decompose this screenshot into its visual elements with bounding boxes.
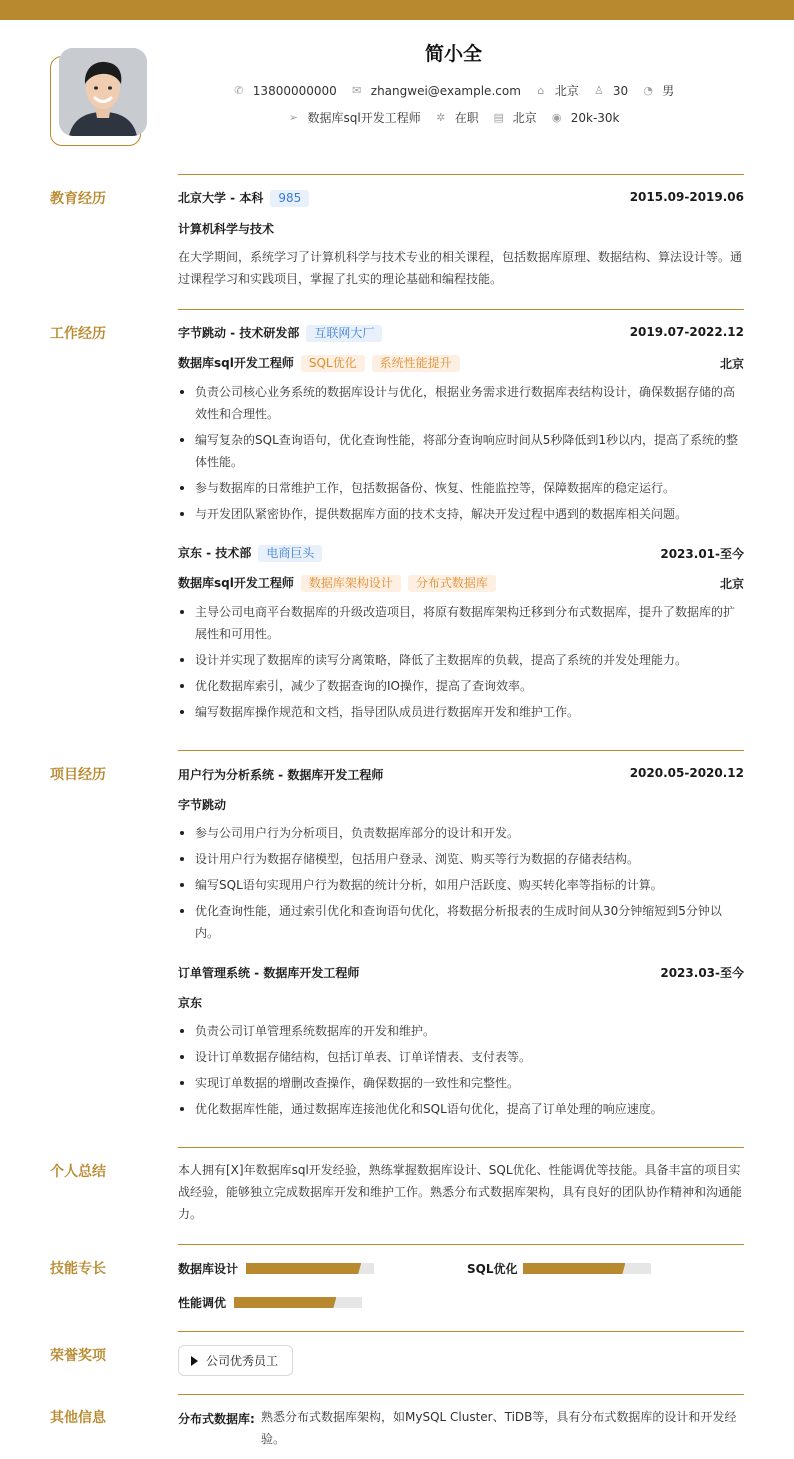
work-bullet: 主导公司电商平台数据库的升级改造项目，将原有数据库架构迁移到分布式数据库，提升了数据库的扩展性和可用性。	[178, 601, 744, 645]
projects-divider	[178, 750, 744, 751]
work-company: 京东 - 技术部 电商巨头	[178, 544, 322, 562]
project-bullet: 设计订单数据存储结构，包括订单表、订单详情表、支付表等。	[178, 1046, 744, 1068]
education-section-title: 教育经历	[50, 191, 106, 207]
award-item[interactable]	[178, 1345, 293, 1376]
building-icon: ▤	[493, 110, 504, 124]
skill-name: SQL优化	[467, 1262, 518, 1276]
intent-position	[287, 109, 420, 126]
contact-row	[0, 82, 794, 99]
work-period: 2019.07-2022.12	[629, 325, 744, 339]
contact-city	[535, 82, 579, 99]
skill-bar-fill	[234, 1297, 336, 1308]
caret-right-icon	[191, 1356, 198, 1366]
company-tag: 电商巨头	[258, 545, 322, 562]
work-title: 数据库sql开发工程师 SQL优化 系统性能提升	[178, 354, 460, 372]
project-bullet: 优化查询性能，通过索引优化和查询语句优化，将数据分析报表的生成时间从30分钟缩短到5分钟以内。	[178, 900, 744, 944]
other-value: 熟悉分布式数据库架构，如MySQL Cluster、TiDB等，具有分布式数据库的设计和开发经验。	[261, 1410, 737, 1446]
salary-icon: ◉	[551, 110, 562, 124]
candidate-name: 简小全	[424, 43, 482, 65]
work-city: 北京	[719, 577, 744, 591]
work-bullet: 与开发团队紧密协作，提供数据库方面的技术支持，解决开发过程中遇到的数据库相关问题。	[178, 503, 744, 525]
project-org: 字节跳动	[178, 798, 227, 812]
salary-value: 20k-30k	[570, 110, 620, 125]
contact-gender	[642, 82, 674, 99]
contact-email	[351, 84, 521, 98]
other-divider	[178, 1394, 744, 1395]
award-label: 公司优秀员工	[206, 1354, 279, 1368]
honors-section-title: 荣誉奖项	[50, 1348, 106, 1364]
phone-value: 13800000000	[252, 83, 337, 98]
work-city: 北京	[719, 357, 744, 371]
age-icon: ♙	[593, 83, 604, 97]
mail-icon: ✉	[352, 83, 362, 97]
project-bullet: 优化数据库性能，通过数据库连接池优化和SQL语句优化，提高了订单处理的响应速度。	[178, 1098, 744, 1120]
position-value: 数据库sql开发工程师	[307, 111, 421, 125]
project-period: 2023.03-至今	[660, 966, 744, 980]
summary-section-title: 个人总结	[50, 1164, 106, 1180]
education-period: 2015.09-2019.06	[629, 190, 744, 204]
gender-value: 男	[662, 84, 675, 98]
skill-tag: 数据库架构设计	[301, 575, 401, 592]
email-value: zhangwei@example.com	[370, 83, 521, 98]
work-title: 数据库sql开发工程师 数据库架构设计 分布式数据库	[178, 574, 496, 592]
contact-phone	[233, 84, 337, 98]
honors-divider	[178, 1331, 744, 1332]
work-bullet: 编写复杂的SQL查询语句，优化查询性能，将部分查询响应时间从5秒降低到1秒以内，提高了系统的整体性能。	[178, 429, 744, 473]
company-tag: 互联网大厂	[306, 325, 382, 342]
contact-age	[593, 84, 628, 98]
skill-bar	[234, 1297, 362, 1308]
top-accent-bar	[0, 0, 794, 20]
age-value: 30	[612, 83, 629, 98]
work-divider	[178, 309, 744, 310]
gender-icon: ◔	[643, 83, 653, 97]
project-bullet: 负责公司订单管理系统数据库的开发和维护。	[178, 1020, 744, 1042]
skill-tag: 分布式数据库	[408, 575, 496, 592]
intent-salary	[551, 111, 620, 125]
intent-city	[493, 109, 537, 126]
work-period: 2023.01-至今	[660, 547, 744, 561]
skills-divider	[178, 1244, 744, 1245]
skills-section-title: 技能专长	[50, 1261, 106, 1277]
project-name: 用户行为分析系统 - 数据库开发工程师	[178, 768, 384, 782]
projects-section-title: 项目经历	[50, 767, 106, 783]
project-name: 订单管理系统 - 数据库开发工程师	[178, 966, 360, 980]
phone-icon: ✆	[234, 83, 244, 97]
work-company: 字节跳动 - 技术研发部 互联网大厂	[178, 324, 382, 342]
job-intent-row	[0, 109, 794, 126]
work-bullet: 设计并实现了数据库的读写分离策略，降低了主数据库的负载，提高了系统的并发处理能力。	[178, 649, 744, 671]
project-period: 2020.05-2020.12	[629, 766, 744, 780]
intent-status	[435, 109, 479, 126]
skill-bar-fill	[523, 1263, 625, 1274]
work-bullet: 负责公司核心业务系统的数据库设计与优化，根据业务需求进行数据库表结构设计，确保数据存储的高效性和合理性。	[178, 381, 744, 425]
summary-text: 本人拥有[X]年数据库sql开发经验，熟练掌握数据库设计、SQL优化、性能调优等技能。具备丰富的项目实战经验，能够独立完成数据库开发和维护工作。熟悉分布式数据库架构，具有良好的团队协作精神和沟通能力。	[178, 1163, 743, 1221]
education-description: 在大学期间，系统学习了计算机科学与技术专业的相关课程，包括数据库原理、数据结构、算法设计等。通过课程学习和实践项目，掌握了扎实的理论基础和编程技能。	[178, 250, 743, 286]
work-bullet: 优化数据库索引，减少了数据查询的IO操作，提高了查询效率。	[178, 675, 744, 697]
skill-name: 性能调优	[178, 1296, 227, 1310]
skill-name: 数据库设计	[178, 1262, 239, 1276]
other-section-title: 其他信息	[50, 1410, 106, 1426]
education-divider	[178, 174, 744, 175]
skill-bar	[246, 1263, 374, 1274]
skill-bar	[523, 1263, 651, 1274]
intent-city-value: 北京	[512, 111, 537, 125]
project-bullet: 实现订单数据的增删改查操作，确保数据的一致性和完整性。	[178, 1072, 744, 1094]
work-section-title: 工作经历	[50, 326, 106, 342]
work-bullet: 编写数据库操作规范和文档，指导团队成员进行数据库开发和维护工作。	[178, 701, 744, 723]
summary-divider	[178, 1147, 744, 1148]
home-icon: ⌂	[537, 83, 545, 97]
skill-tag: SQL优化	[301, 355, 365, 372]
skill-tag: 系统性能提升	[372, 355, 460, 372]
skill-bar-fill	[246, 1263, 361, 1274]
project-org: 京东	[178, 996, 203, 1010]
other-label: 分布式数据库:	[178, 1412, 255, 1426]
project-bullet: 编写SQL语句实现用户行为数据的统计分析，如用户活跃度、购买转化率等指标的计算。	[178, 874, 744, 896]
work-bullet: 参与数据库的日常维护工作，包括数据备份、恢复、性能监控等，保障数据库的稳定运行。	[178, 477, 744, 499]
status-value: 在职	[454, 111, 479, 125]
project-bullet: 参与公司用户行为分析项目，负责数据库部分的设计和开发。	[178, 822, 744, 844]
education-tag: 985	[270, 190, 309, 207]
city-value: 北京	[554, 84, 579, 98]
status-icon: ✲	[436, 110, 446, 124]
project-bullet: 设计用户行为数据存储模型，包括用户登录、浏览、购买等行为数据的存储表结构。	[178, 848, 744, 870]
send-icon: ➢	[288, 110, 299, 124]
education-major: 计算机科学与技术	[178, 222, 275, 236]
education-school: 北京大学 - 本科 985	[178, 189, 309, 207]
